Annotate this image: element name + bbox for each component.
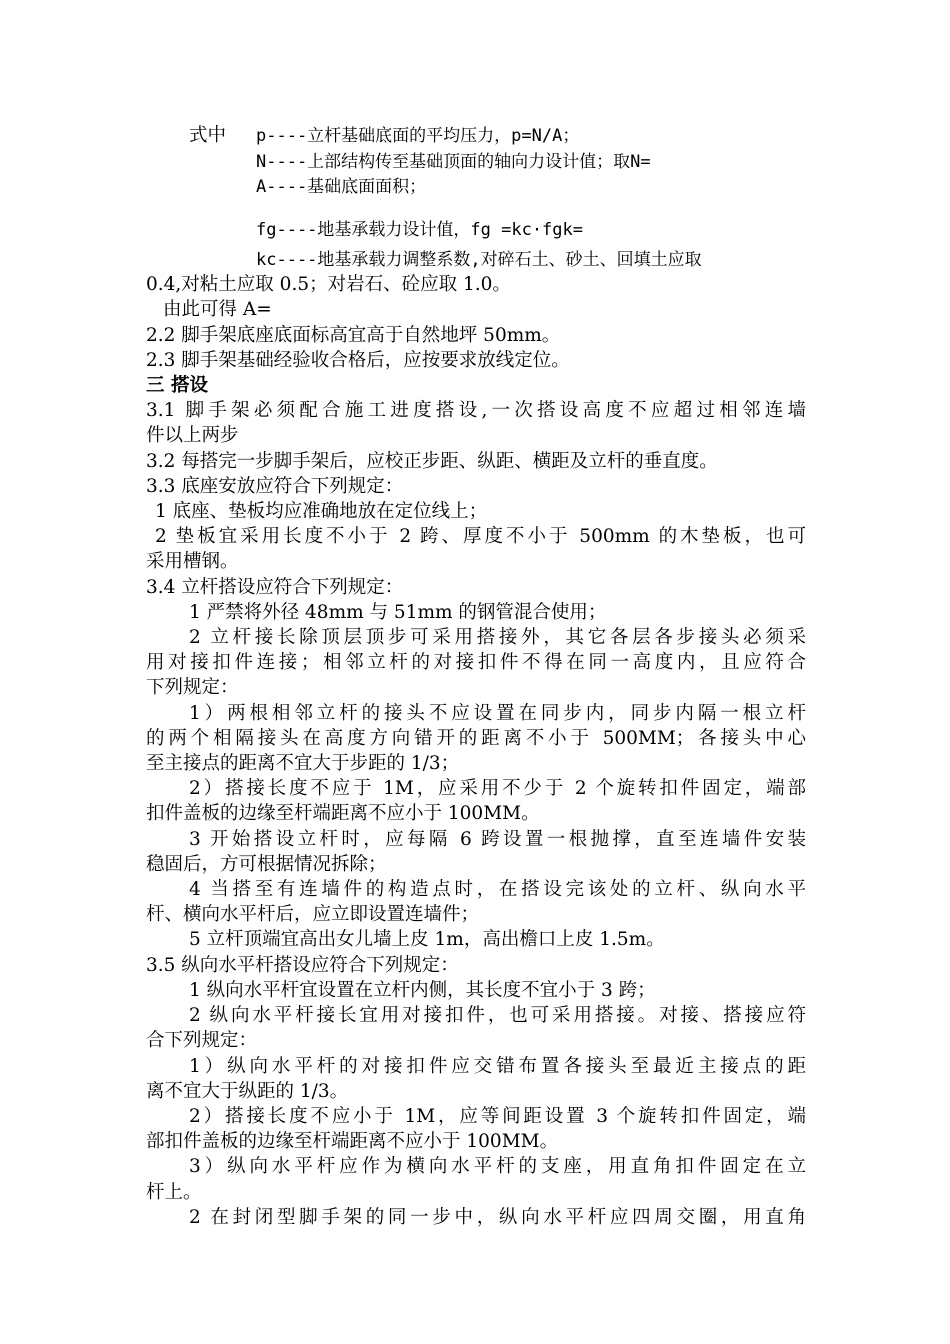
- list-item: 1 底座、垫板均应准确地放在定位线上；: [155, 501, 488, 522]
- clause-3-1: 3.1 脚手架必须配合施工进度搭设,一次搭设高度不应超过相邻连墙: [146, 400, 806, 421]
- list-item: 2 立杆接长除顶层顶步可采用搭接外，其它各层各步接头必须采: [189, 627, 806, 648]
- paragraph-line: 至主接点的距离不宜大于步距的 1/3；: [146, 753, 460, 774]
- clause-3-2: 3.2 每搭完一步脚手架后，应校正步距、纵距、横距及立杆的垂直度。: [146, 451, 718, 472]
- paragraph-line: 杆上。: [146, 1182, 202, 1203]
- paragraph-line: 的两个相隔接头在高度方向错开的距离不小于 500MM；各接头中心: [146, 728, 806, 749]
- clause-2-3: 2.3 脚手架基础经验收合格后，应按要求放线定位。: [146, 350, 570, 371]
- paragraph-line: 扣件盖板的边缘至杆端距离不应小于 100MM。: [146, 803, 540, 824]
- list-item: 1）纵向水平杆的对接扣件应交错布置各接头至最近主接点的距: [189, 1056, 806, 1077]
- paragraph-line: 合下列规定：: [146, 1030, 258, 1051]
- clause-3-5: 3.5 纵向水平杆搭设应符合下列规定：: [146, 955, 459, 976]
- formula-label: 式中: [189, 125, 227, 146]
- paragraph-line: 部扣件盖板的边缘至杆端距离不应小于 100MM。: [146, 1131, 559, 1152]
- list-item: 1）两根相邻立杆的接头不应设置在同步内，同步内隔一根立杆: [189, 703, 806, 724]
- formula-line-kc: kc----地基承载力调整系数,对碎石土、砂土、回填土应取: [256, 250, 702, 270]
- list-item: 3 开始搭设立杆时，应每隔 6 跨设置一根抛撑，直至连墙件安装: [189, 829, 806, 850]
- formula-line-n: N----上部结构传至基础顶面的轴向力设计值；取N=: [256, 152, 651, 172]
- list-item: 1 纵向水平杆宜设置在立杆内侧，其长度不宜小于 3 跨；: [189, 980, 656, 1001]
- clause-2-2: 2.2 脚手架底座底面标高宜高于自然地坪 50mm。: [146, 325, 561, 346]
- formula-line-a: A----基础底面面积；: [256, 177, 427, 197]
- paragraph-line: 由此可得 A=: [163, 299, 272, 320]
- paragraph-line: 用对接扣件连接；相邻立杆的对接扣件不得在同一高度内，且应符合: [146, 652, 806, 673]
- formula-line-p: p----立杆基础底面的平均压力，p=N/A；: [256, 126, 580, 146]
- list-item: 2）搭接长度不应于 1M，应采用不少于 2 个旋转扣件固定，端部: [189, 778, 806, 799]
- paragraph-line: 采用槽钢。: [146, 551, 239, 572]
- clause-3-3: 3.3 底座安放应符合下列规定：: [146, 476, 404, 497]
- formula-line-fg: fg----地基承载力设计值，fg =kc·fgk=: [256, 220, 583, 240]
- paragraph-line: 杆、横向水平杆后，应立即设置连墙件；: [146, 904, 480, 925]
- paragraph-line: 下列规定：: [146, 677, 239, 698]
- paragraph-line: 稳固后，方可根据情况拆除；: [146, 854, 387, 875]
- paragraph-line: 0.4,对粘土应取 0.5；对岩石、砼应取 1.0。: [146, 274, 511, 295]
- paragraph-line: 离不宜大于纵距的 1/3。: [146, 1081, 349, 1102]
- list-item: 2）搭接长度不应小于 1M，应等间距设置 3 个旋转扣件固定，端: [189, 1106, 806, 1127]
- list-item: 2 垫板宜采用长度不小于 2 跨、厚度不小于 500mm 的木垫板，也可: [155, 526, 806, 547]
- list-item: 4 当搭至有连墙件的构造点时，在搭设完该处的立杆、纵向水平: [189, 879, 806, 900]
- list-item: 5 立杆顶端宜高出女儿墙上皮 1m，高出檐口上皮 1.5m。: [189, 929, 665, 950]
- list-item: 2 纵向水平杆接长宜用对接扣件，也可采用搭接。对接、搭接应符: [189, 1005, 806, 1026]
- clause-3-4: 3.4 立杆搭设应符合下列规定：: [146, 577, 404, 598]
- paragraph-line: 件以上两步: [146, 425, 239, 446]
- list-item: 3）纵向水平杆应作为横向水平杆的支座，用直角扣件固定在立: [189, 1156, 806, 1177]
- list-item: 2 在封闭型脚手架的同一步中，纵向水平杆应四周交圈，用直角: [189, 1207, 806, 1228]
- list-item: 1 严禁将外径 48mm 与 51mm 的钢管混合使用；: [189, 602, 607, 623]
- section-heading: 三 搭设: [146, 375, 208, 396]
